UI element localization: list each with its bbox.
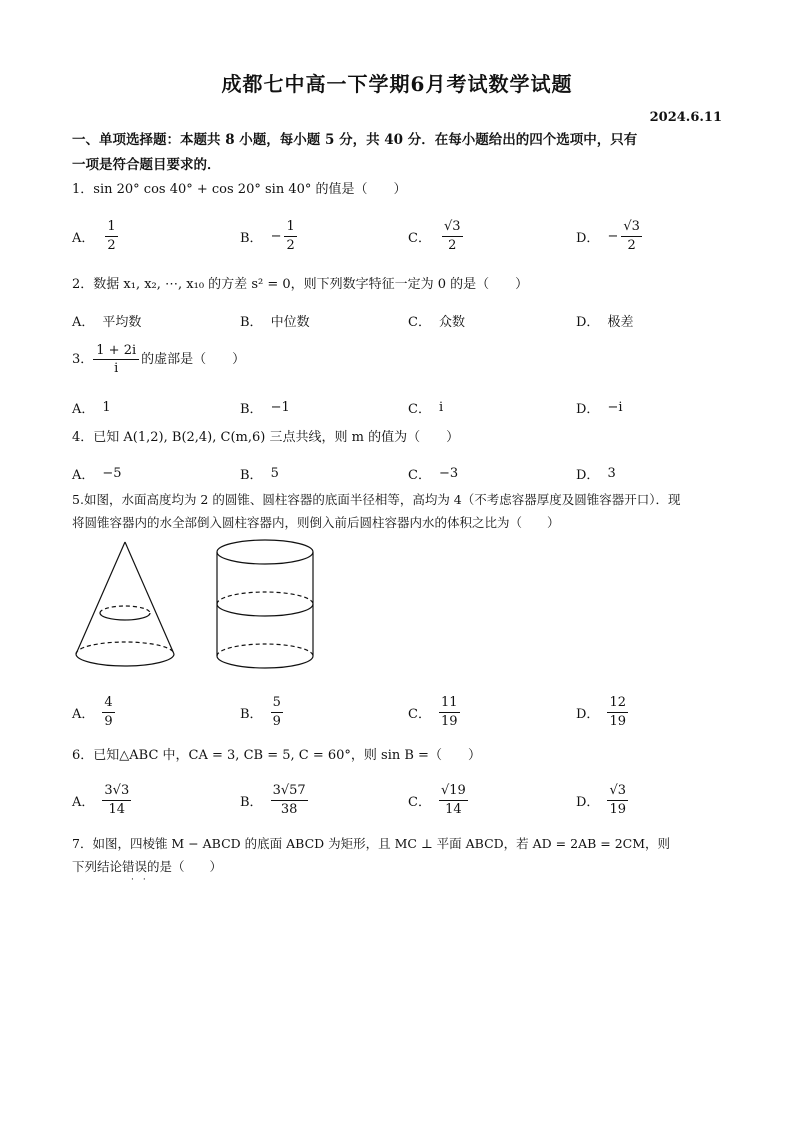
question-stem: sin 20° cos 40° + cos 20° sin 40° 的值是（ ） (93, 182, 407, 197)
exam-title: 成都七中高一下学期6月考试数学试题 (221, 72, 573, 96)
option-text: i (438, 399, 444, 415)
option-a[interactable] (72, 453, 122, 493)
option-fraction: $\frac{1}{2}$ (286, 218, 295, 253)
option-label: A． (72, 314, 95, 330)
option-a[interactable] (72, 692, 115, 732)
option-c[interactable] (408, 692, 460, 732)
exam-date: 2024.6.11 (649, 110, 722, 125)
option-text: 3 (607, 465, 616, 481)
question-fraction: $\frac{1 + 2i}{i}$ (93, 342, 139, 377)
option-c[interactable] (408, 453, 458, 493)
option-label: A． (72, 794, 95, 810)
option-label: D． (576, 230, 600, 246)
option-fraction: $\frac{3√57}{38}$ (272, 782, 306, 817)
question-number: 7． (72, 836, 93, 851)
option-b[interactable] (240, 453, 279, 493)
option-fraction: $\frac{12}{19}$ (609, 694, 626, 729)
question-1-options (72, 216, 732, 256)
option-d[interactable] (576, 387, 623, 427)
question-4 (72, 426, 728, 450)
option-d[interactable] (576, 300, 633, 340)
option-fraction: $\frac{√3}{2}$ (623, 218, 640, 253)
option-label: A． (72, 401, 95, 417)
question-stem: 的虚部是（ ） (141, 351, 246, 367)
option-text: 极差 (607, 314, 634, 330)
option-label: D． (576, 467, 600, 483)
option-fraction: $\frac{4}{9}$ (104, 694, 113, 729)
option-text: −i (607, 399, 623, 415)
option-fraction: $\frac{3√3}{14}$ (104, 782, 130, 817)
option-text: −1 (270, 399, 290, 415)
question-7-line1 (72, 832, 728, 856)
question-5-options (72, 692, 732, 732)
option-fraction: $\frac{√3}{2}$ (443, 218, 461, 253)
question-4-options (72, 453, 732, 493)
option-label: C． (408, 706, 431, 722)
option-label: C． (408, 401, 431, 417)
option-label: B． (240, 467, 263, 483)
question-6 (72, 744, 728, 768)
option-text: −5 (102, 465, 122, 481)
option-sign: − (607, 228, 619, 244)
section-heading-line1: 一、单项选择题：本题共 8 小题，每小题 5 分，共 40 分．在每小题给出的四个选项中，只有 (72, 132, 638, 148)
option-label: B． (240, 401, 263, 417)
option-b[interactable] (240, 780, 308, 820)
option-b[interactable] (240, 387, 290, 427)
question-stem: 如图，水面高度均为 2 的圆锥、圆柱容器的底面半径相等，高均为 4（不考虑容器厚度及圆锥容器开口）．现 (83, 492, 681, 507)
option-d[interactable] (576, 453, 616, 493)
question-3 (72, 342, 728, 377)
question-2-options (72, 300, 732, 340)
option-label: D． (576, 314, 600, 330)
question-5-line1 (72, 488, 728, 512)
question-3-options (72, 387, 732, 427)
question-6-options (72, 780, 732, 820)
cylinder-figure (217, 540, 313, 668)
option-fraction: $\frac{√3}{19}$ (609, 782, 626, 817)
option-fraction: $\frac{5}{9}$ (272, 694, 281, 729)
option-c[interactable] (408, 216, 463, 256)
question-stem: 已知△ABC 中，CA = 3, CB = 5, C = 60°，则 sin B =（ ） (93, 748, 481, 763)
cone-figure (76, 542, 174, 666)
option-label: B． (240, 794, 263, 810)
option-a[interactable] (72, 300, 141, 340)
option-text: 5 (270, 465, 279, 481)
question-number: 3． (72, 351, 94, 367)
option-a[interactable] (72, 216, 118, 256)
option-d[interactable] (576, 216, 642, 256)
option-fraction: $\frac{11}{19}$ (440, 694, 458, 729)
question-5-line2: 将圆锥容器内的水全部倒入圆柱容器内，则倒入前后圆柱容器内水的体积之比为（ ） (72, 515, 560, 530)
option-label: C． (408, 230, 431, 246)
cone-cylinder-figure (72, 536, 332, 686)
option-a[interactable] (72, 780, 131, 820)
option-label: D． (576, 401, 600, 417)
option-label: B． (240, 314, 263, 330)
question-stem: 如图，四棱锥 M − ABCD 的底面 ABCD 为矩形，且 MC ⊥ 平面 ABCD，若 AD = 2AB = 2CM，则 (92, 836, 671, 851)
question-number: 1． (72, 182, 94, 197)
question-2 (72, 273, 728, 297)
question-1 (72, 178, 728, 202)
option-label: B． (240, 706, 263, 722)
option-label: D． (576, 794, 600, 810)
option-fraction: $\frac{√19}{14}$ (440, 782, 466, 817)
option-label: A． (72, 467, 95, 483)
option-label: C． (408, 314, 431, 330)
question-7-line2: 下列结论错误的是（ ） (72, 859, 223, 874)
emphasis-dots: · · (131, 875, 146, 885)
option-c[interactable] (408, 780, 468, 820)
option-label: C． (408, 467, 431, 483)
question-stem: 数据 x₁, x₂, ⋯, x₁₀ 的方差 s² = 0，则下列数字特征一定为 0 的是（ ） (93, 277, 529, 292)
option-text: 平均数 (102, 314, 142, 330)
option-text: 中位数 (270, 314, 310, 330)
question-number: 2． (72, 277, 94, 292)
option-text: −3 (438, 465, 459, 481)
option-text: 众数 (438, 314, 465, 330)
question-number: 5. (72, 492, 84, 507)
question-number: 6． (72, 748, 94, 763)
option-label: D． (576, 706, 600, 722)
option-c[interactable] (408, 387, 443, 427)
option-label: C． (408, 794, 431, 810)
option-c[interactable] (408, 300, 465, 340)
option-d[interactable] (576, 780, 628, 820)
option-b[interactable] (240, 692, 283, 732)
option-sign: − (270, 228, 282, 244)
section-heading-line2: 一项是符合题目要求的． (72, 157, 221, 173)
option-b[interactable] (240, 300, 310, 340)
option-b[interactable] (240, 216, 297, 256)
option-d[interactable] (576, 692, 628, 732)
option-text: 1 (102, 399, 111, 415)
option-fraction: $\frac{1}{2}$ (107, 218, 116, 253)
option-label: A． (72, 706, 95, 722)
question-stem: 已知 A(1,2), B(2,4), C(m,6) 三点共线，则 m 的值为（ ） (93, 430, 460, 445)
option-a[interactable] (72, 387, 111, 427)
option-label: A． (72, 230, 95, 246)
option-label: B． (240, 230, 263, 246)
question-number: 4． (72, 430, 94, 445)
